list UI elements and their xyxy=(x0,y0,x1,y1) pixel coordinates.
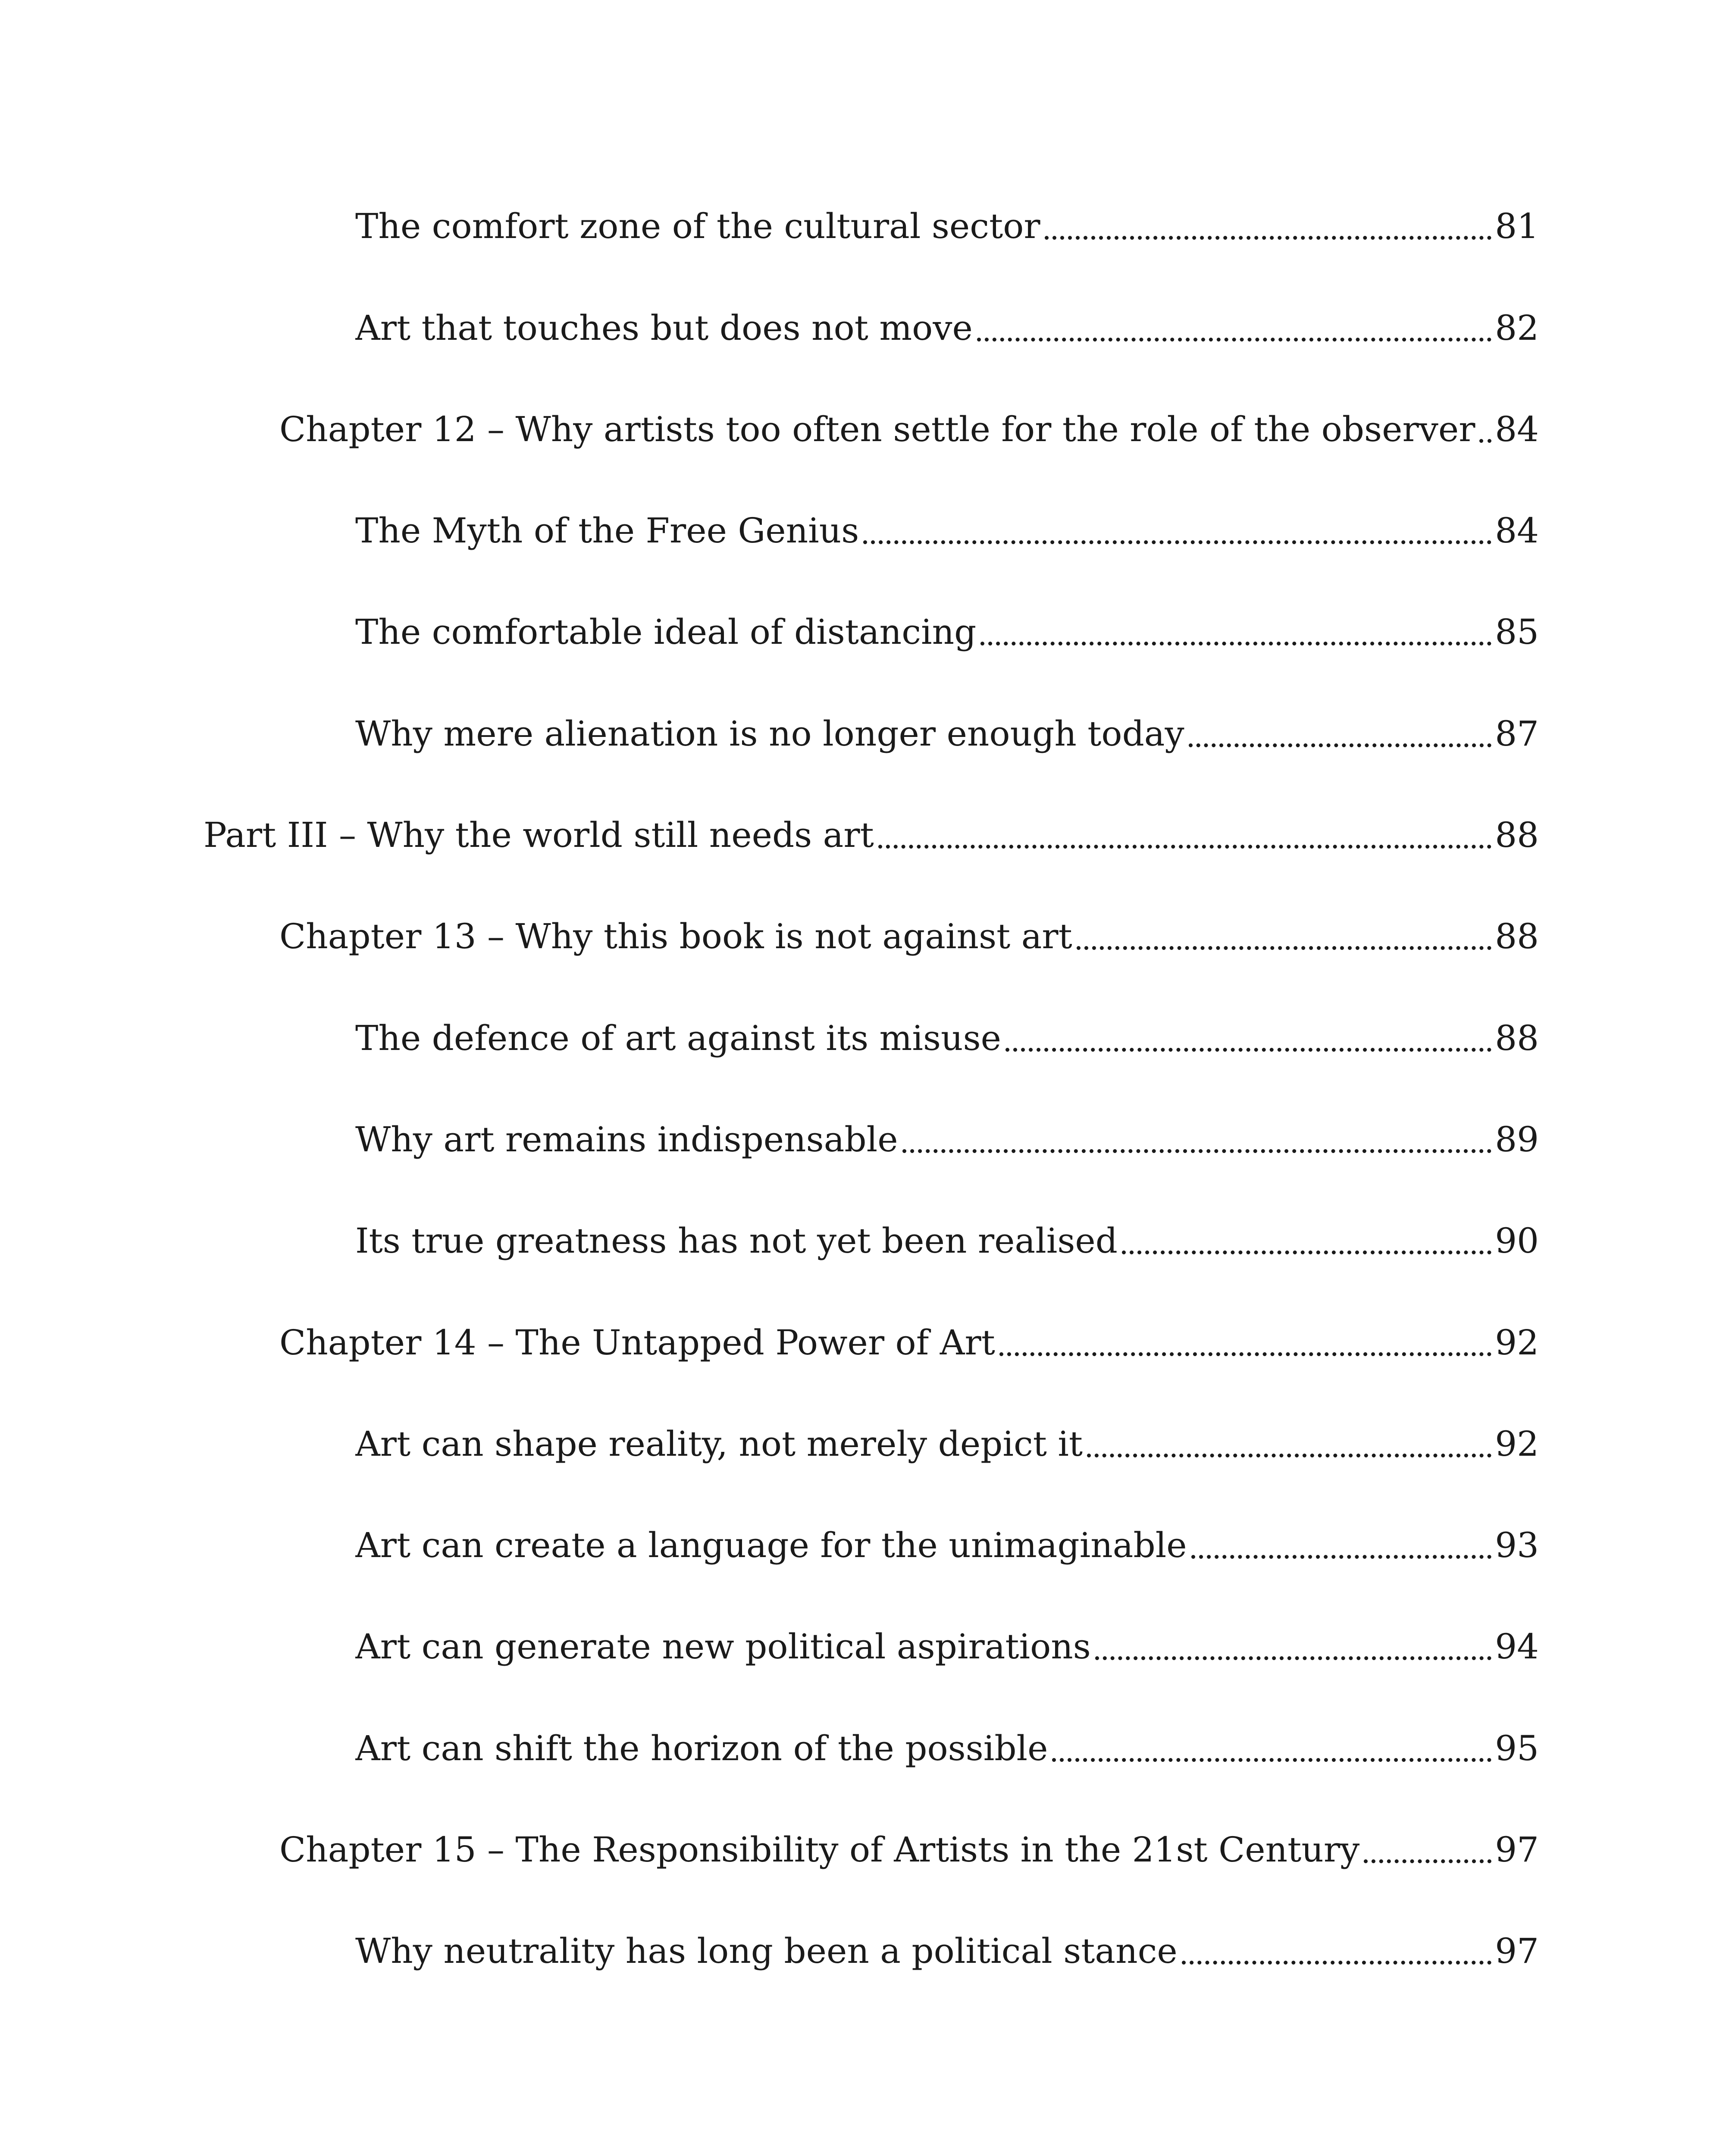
toc-entry[interactable] xyxy=(355,1420,1539,1468)
toc-entry-title: Art can shift the horizon of the possible xyxy=(355,1728,1048,1768)
toc-entry-title: Part III – Why the world still needs art xyxy=(204,815,874,855)
toc-entry[interactable] xyxy=(355,507,1539,555)
toc-page-number: 89 xyxy=(1495,1119,1539,1159)
toc-page-number: 97 xyxy=(1495,1931,1539,1971)
toc-entry[interactable] xyxy=(279,406,1539,453)
toc-dot-leader xyxy=(1045,236,1492,240)
toc-dot-leader xyxy=(1122,1250,1491,1254)
toc-dot-leader xyxy=(1191,1555,1492,1559)
toc-page-number: 81 xyxy=(1495,206,1539,246)
toc-entry[interactable] xyxy=(279,1826,1539,1874)
toc-entry-title: Chapter 13 – Why this book is not against art xyxy=(279,916,1072,956)
toc-entry-title: Art can generate new political aspirations xyxy=(355,1626,1091,1667)
toc-page-number: 97 xyxy=(1495,1830,1539,1870)
toc-entry[interactable] xyxy=(355,1217,1539,1265)
toc-entry-title: The comfortable ideal of distancing xyxy=(355,612,977,652)
toc-dot-leader xyxy=(1077,946,1491,950)
toc-dot-leader xyxy=(980,642,1491,646)
toc-dot-leader xyxy=(1364,1859,1491,1863)
toc-page-number: 84 xyxy=(1495,409,1539,449)
toc-entry[interactable] xyxy=(355,1725,1539,1772)
toc-dot-leader xyxy=(999,1352,1491,1356)
toc-entry-title: The comfort zone of the cultural sector xyxy=(355,206,1040,246)
toc-entry-title: Chapter 12 – Why artists too often settle for the role of the observer xyxy=(279,409,1475,449)
toc-entry-title: Chapter 15 – The Responsibility of Artists in the 21st Century xyxy=(279,1830,1360,1870)
toc-page-number: 93 xyxy=(1495,1525,1539,1565)
toc-entry[interactable] xyxy=(355,304,1539,352)
toc-page-number: 88 xyxy=(1495,916,1539,956)
toc-dot-leader xyxy=(1005,1048,1491,1052)
toc-entry-title: The Myth of the Free Genius xyxy=(355,511,859,551)
toc-entry[interactable] xyxy=(355,1015,1539,1062)
toc-entry[interactable] xyxy=(355,203,1539,250)
toc-page-number: 85 xyxy=(1495,612,1539,652)
toc-page-number: 88 xyxy=(1495,1018,1539,1058)
toc-dot-leader xyxy=(1052,1758,1491,1762)
toc-page-number: 84 xyxy=(1495,511,1539,551)
toc-page-number: 95 xyxy=(1495,1728,1539,1768)
toc-dot-leader xyxy=(1182,1961,1491,1965)
toc-entry-title: Why mere alienation is no longer enough today xyxy=(355,714,1184,754)
toc-entry[interactable] xyxy=(355,608,1539,656)
toc-dot-leader xyxy=(977,338,1491,342)
toc-entry-title: Chapter 14 – The Untapped Power of Art xyxy=(279,1322,995,1363)
toc-page-number: 90 xyxy=(1495,1221,1539,1261)
toc-entry[interactable] xyxy=(355,1116,1539,1163)
toc-entry[interactable] xyxy=(279,1319,1539,1366)
toc-entry-title: Art that touches but does not move xyxy=(355,308,973,348)
toc-page-number: 94 xyxy=(1495,1626,1539,1667)
toc-entry[interactable] xyxy=(204,812,1539,859)
toc-dot-leader xyxy=(1087,1454,1491,1457)
toc-entry[interactable] xyxy=(355,710,1539,758)
toc-entry[interactable] xyxy=(355,1623,1539,1670)
toc-dot-leader xyxy=(863,540,1491,544)
toc-dot-leader xyxy=(902,1149,1492,1153)
toc-dot-leader xyxy=(878,845,1491,849)
toc-entry-title: Why art remains indispensable xyxy=(355,1119,898,1159)
toc-page-number: 88 xyxy=(1495,815,1539,855)
toc-page-number: 87 xyxy=(1495,714,1539,754)
toc-page-number: 82 xyxy=(1495,308,1539,348)
toc-entry-title: Why neutrality has long been a political stance xyxy=(355,1931,1178,1971)
toc-page-number: 92 xyxy=(1495,1322,1539,1363)
toc-entry-title: The defence of art against its misuse xyxy=(355,1018,1001,1058)
toc-entry-title: Art can create a language for the unimaginable xyxy=(355,1525,1187,1565)
toc-dot-leader xyxy=(1095,1656,1491,1660)
toc-entry-title: Art can shape reality, not merely depict it xyxy=(355,1424,1083,1464)
toc-dot-leader xyxy=(1479,439,1491,443)
toc-entry[interactable] xyxy=(279,913,1539,960)
toc-dot-leader xyxy=(1189,743,1492,747)
toc-page-number: 92 xyxy=(1495,1424,1539,1464)
toc-entry[interactable] xyxy=(355,1522,1539,1569)
toc-entry-title: Its true greatness has not yet been realised xyxy=(355,1221,1118,1261)
toc-entry[interactable] xyxy=(355,1927,1539,1975)
